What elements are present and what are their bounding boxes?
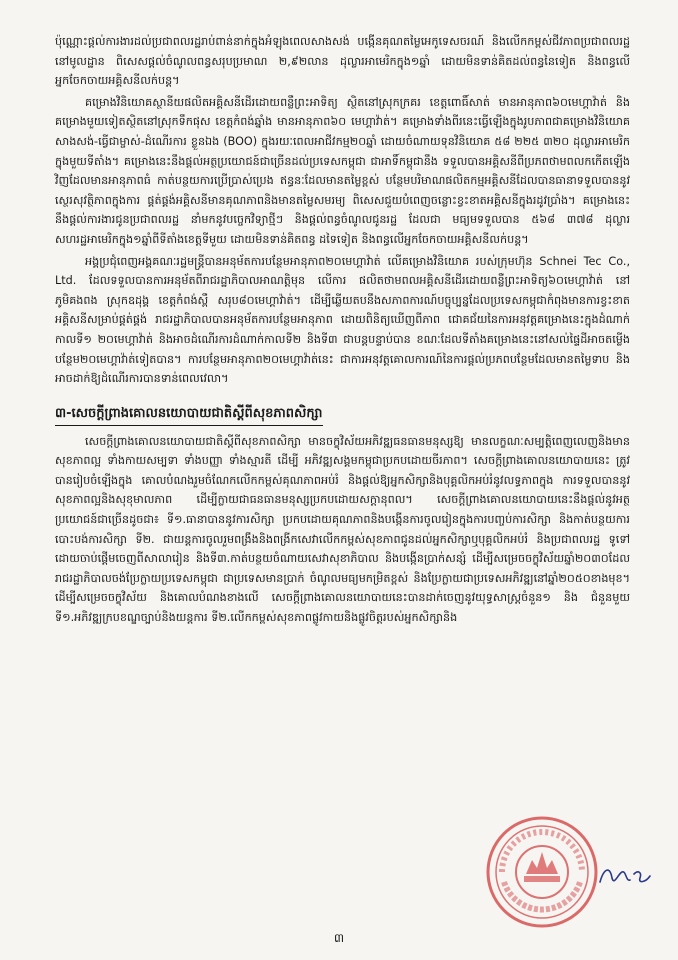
document-body (55, 32, 630, 630)
section-heading: ៣-សេចក្តីព្រាងគោលនយោបាយជាតិស្តីពីសុខភាពសិក្សា (55, 403, 323, 426)
official-stamp-icon (482, 812, 602, 932)
signature-icon (596, 860, 656, 890)
paragraph-3: អង្គប្រជុំពេញអង្គគណៈរដ្ឋមន្ត្រីបានអនុម័តការបន្ថែមអានុភាព២០មេហ្គាវ៉ាត់ លើគម្រោងវិនិយោគ របស់ក្រុមហ៊ុន Schnei Tec Co., Ltd. ដែលទទួលបានការអនុម័តពីរាជរដ្ឋាភិបាលអាណត្តិមុន លើការ ផលិតថាមពលអគ្គិសនីដើរដោយពន្លឺព្រះអាទិត្យ៦០មេហ្គាវ៉ាត់ នៅភូមិគងពង ស្រុកឧដុង្គ ខេត្តកំពង់ស្ពឺ សរុប៨០មេហ្គាវ៉ាត់។ ដើម្បីឆ្លើយតបនឹងសភាពការណ៍បច្ចុប្បន្នដែលប្រទេសកម្ពុជាកំពុងមានការខ្វះខាត អគ្គិសនីសម្រាប់ផ្គត់ផ្គង់ រាជរដ្ឋាភិបាលបានអនុម័តការបន្ថែមអានុភាព ដោយពិនិត្យឃើញពីភាព ជោគជ័យនៃការអនុវត្តគម្រោងនេះក្នុងដំណាក់កាលទី១ ២០មេហ្គាវ៉ាត់ និងអាចដំណើរការដំណាក់កាលទី២ និងទី៣ ជាបន្តបន្ទាប់បាន ខណៈដែលទីតាំងគម្រោងនេះនៅសល់ផ្ទៃដីអាចតម្លើងបន្ថែម២០មេហ្គាវ៉ាត់ទៀតបាន។ ការបន្ថែមអានុភាព២០មេហ្គាវ៉ាត់នេះ ជាការអនុវត្តគោលការណ៍នៃការផ្តល់ប្រភពបន្ថែមដែលមានតម្លៃទាប និង អាចដាក់ឱ្យដំណើរការបានទាន់ពេលវេលា។ (55, 254, 630, 386)
paragraph-2: គម្រោងវិនិយោគស្ថានីយផលិតអគ្គិសនីដើរដោយពន្លឺព្រះអាទិត្យ ស្ថិតនៅស្រុកក្រគរ ខេត្តពោធិ៍សាត់ មានអានុភាព៦០មេហ្គាវ៉ាត់ និងគម្រោងមួយទៀតស្ថិតនៅស្រុកទឹកផុស ខេត្តកំពង់ឆ្នាំង មានអានុភាព៦០ មេហ្គាវ៉ាត់។ គម្រោងទាំងពីរនេះធ្វើឡើងក្នុងរូបភាពជាគម្រោងវិនិយោគ សាងសង់-ធ្វើជាម្ចាស់-ដំណើរការ ខ្លួនឯង (BOO) ក្នុងរយៈពេលអាជីវកម្ម២០ឆ្នាំ ដោយចំណាយទុនវិនិយោគ ៥៨ ២២៥ ៣២០ ដុល្លារអាមេរិកក្នុងមួយទីតាំង។ គម្រោងនេះនឹងផ្តល់អត្ថប្រយោជន៍ជាច្រើនដល់ប្រទេសកម្ពុជា ជាអាទិ៍កម្ពុជានឹង ទទួលបានអគ្គិសនីពីប្រភពថាមពលកកើតឡើងវិញដែលមានអានុភាពធំ កាត់បន្ថយការប្រើប្រាស់ប្រេង ឥន្ធនៈដែលមានតម្លៃខ្ពស់ បន្ថែមបរិមាណផលិតកម្មអគ្គិសនីដែលបានធានាទទួលបាននូវស្ថេរសុវត្ថិភាពក្នុងការ ផ្គត់ផ្គង់អគ្គិសនីមានគុណភាពនិងមានតម្លៃសមរម្យ ពិសេសជួយបំពេញចន្លោះខ្វះខាតអគ្គិសនីក្នុងរដូវប្រាំង។ គម្រោងនេះនឹងផ្តល់ការងារជូនប្រជាពលរដ្ឋ នាំមកនូវបច្ចេកវិទ្យាថ្មីៗ និងផ្តល់ពន្ធចំណូលជូនរដ្ឋ ដែលជា មធ្យមទទួលបាន ៥៦៨ ៣៧៨ ដុល្លារសហរដ្ឋអាមេរិកក្នុង១ឆ្នាំពីទីតាំងខេត្តទីមួយ ដោយមិនទាន់គិតពន្ធ ដទៃទៀត និងពន្ធលើអ្នកចែកចាយអគ្គិសនីលក់បន្ត។ (55, 95, 630, 246)
page-number: ៣ (333, 931, 345, 945)
section-paragraph: សេចក្តីព្រាងគោលនយោបាយជាតិស្តីពីសុខភាពសិក្សា មានចក្ខុវិស័យអភិវឌ្ឍធនធានមនុស្សឱ្យ មានលក្ខណៈសម្បត្តិពេញលេញនិងមានសុខភាពល្អ ទាំងកាយសម្បទា ទាំងបញ្ញា ទាំងស្មារតី ដើម្បី អភិវឌ្ឍសង្គមកម្ពុជាប្រកបដោយចីរភាព។ សេចក្តីព្រាងគោលនយោបាយនេះ ត្រូវបានរៀបចំឡើងក្នុង គោលបំណងរួមចំណែកលើកកម្ពស់គុណភាពអប់រំ និងផ្តល់ឱ្យអ្នកសិក្សានិងបុគ្គលិកអប់រំនូវលទ្ធភាពក្នុង ការទទួលបាននូវសុខភាពល្អនិងសុខុមាលភាព ដើម្បីក្លាយជាធនធានមនុស្សប្រកបដោយសក្តានុពល។ សេចក្តីព្រាងគោលនយោបាយនេះនឹងផ្តល់នូវអត្ថប្រយោជន៍ជាច្រើនដូចជា៖ ទី១.ធានាបាននូវការសិក្សា ប្រកបដោយគុណភាពនិងបង្កើនការចូលរៀនក្នុងការបញ្ចប់ការសិក្សា និងកាត់បន្ថយការបោះបង់ការសិក្សា ទី២. ជាយន្តការចូលរួមពង្រឹងនិងពង្រីកសេវាលើកកម្ពស់សុខភាពជូនដល់អ្នកសិក្សាឬបុគ្គលិកអប់រំ និងប្រជាពលរដ្ឋ ទូទៅ ដោយចាប់ផ្តើមចេញពីសាលារៀន និងទី៣.កាត់បន្ថយចំណាយសេវាសុខាភិបាល និងបង្កើនប្រាក់សន្សំ ដើម្បីសម្រេចចក្ខុវិស័យឆ្នាំ២០៣០ដែលរាជរដ្ឋាភិបាលចង់ប្រែក្លាយប្រទេសកម្ពុជា ជាប្រទេសមានប្រាក់ ចំណូលមធ្យមកម្រិតខ្ពស់ និងប្រែក្លាយជាប្រទេសអភិវឌ្ឍនៅឆ្នាំ២០៥០ខាងមុខ។ ដើម្បីសម្រេចចក្ខុវិស័យ និងគោលបំណងខាងលើ សេចក្តីព្រាងគោលនយោបាយនេះបានដាក់ចេញនូវយុទ្ធសាស្ត្រចំនួន១ និង ជំនួនមួយ ទី១.អភិវឌ្ឍក្របខណ្ឌច្បាប់និងយន្តការ ទី២.លើកកម្ពស់សុខភាពផ្លូវកាយនិងផ្លូវចិត្តរបស់អ្នកសិក្សានិង (55, 434, 630, 625)
paragraph-1: ប៉ុណ្ណោះផ្តល់ការងារដល់ប្រជាពលរដ្ឋរាប់ពាន់នាក់ក្នុងអំឡុងពេលសាងសង់ បង្កើនគុណតម្លៃអេកូទេសចរណ៍ និងលើកកម្ពស់ជីវភាពប្រជាពលរដ្ឋនៅមូលដ្ឋាន ពិសេសផ្តល់ចំណូលពន្ធសរុបប្រមាណ ២,៩២លាន ដុល្លារអាមេរិកក្នុង១ឆ្នាំ ដោយមិនទាន់គិតដល់ពន្ធនៃទៀត និងពន្ធលើអ្នកចែកចាយអគ្គិសនីលក់បន្ត។ (55, 35, 630, 88)
